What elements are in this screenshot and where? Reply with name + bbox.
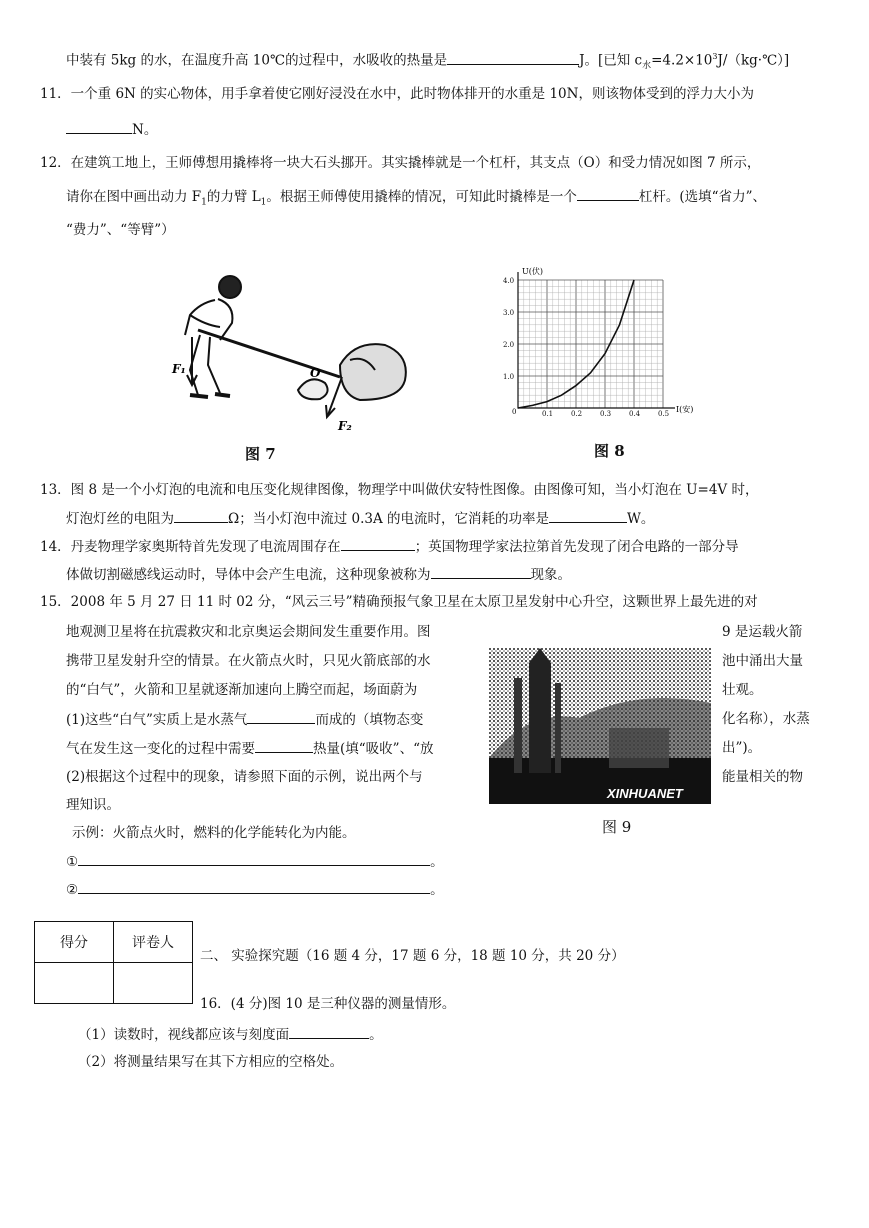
q15-answer-2: ② 。 bbox=[66, 879, 444, 900]
label-f1: F₁ bbox=[172, 362, 186, 376]
question-12-line2: 请你在图中画出动力 $F_1$的力臂 $L_1$。根据王师傅使用撬棒的情况，可知此时撬棒是一个 杠杆。(选填“省力”、 bbox=[66, 186, 766, 213]
q15-line-b-right: 9 是运载火箭 bbox=[722, 624, 803, 640]
answer-blank[interactable] bbox=[174, 508, 228, 523]
y-tick-label: 1.0 bbox=[503, 373, 515, 381]
x-tick-label: 0.1 bbox=[542, 410, 554, 418]
q15-answer-1: ① 。 bbox=[66, 851, 444, 872]
label-f2: F₂ bbox=[338, 419, 352, 433]
figure-7-crowbar bbox=[160, 265, 420, 440]
grader-cell[interactable] bbox=[114, 963, 193, 1004]
answer-blank[interactable] bbox=[66, 119, 132, 134]
question-10-tail: 中装有 5kg 的水，在温度升高 10℃的过程中，水吸收的热量是 J。[已知 $c_水=4.2\times 10^3J/(kg\cdot℃)$] bbox=[66, 47, 789, 76]
question-16: 16．(4 分)图 10 是三种仪器的测量情形。 bbox=[200, 996, 456, 1012]
y-axis-label: U(伏) bbox=[522, 267, 543, 276]
question-15: 15．2008 年 5 月 27 日 11 时 02 分，“风云三号”精确预报气象卫星在太原卫星发射中心升空，这颗世界上最先进的对 bbox=[40, 594, 758, 610]
label-o: O bbox=[310, 366, 321, 380]
question-12: 12．在建筑工地上，王师傅想用撬棒将一块大石头挪开。其实撬棒就是一个杠杆，其支点（O）和受力情况如图 7 所示， bbox=[40, 155, 761, 171]
y-tick-label: 4.0 bbox=[503, 277, 515, 285]
q15-example: 示例：火箭点火时，燃料的化学能转化为内能。 bbox=[72, 825, 356, 841]
q15-line-d-left: 的“白气”，火箭和卫星就逐渐加速向上腾空而起，场面蔚为 bbox=[66, 682, 418, 698]
figure-9-rocket-photo bbox=[489, 648, 711, 804]
score-table bbox=[34, 921, 193, 1004]
question-14-line2: 体做切割磁感线运动时，导体中会产生电流，这种现象被称为 现象。 bbox=[66, 564, 571, 585]
x-tick-label: 0.5 bbox=[658, 410, 670, 418]
figure-8-iv-chart bbox=[500, 262, 720, 427]
x-tick-label: 0.4 bbox=[629, 410, 641, 418]
q15-line-d-right: 壮观。 bbox=[722, 682, 763, 698]
q15-line-f-left: 气在发生这一变化的过程中需要 热量(填“吸收”、“放 bbox=[66, 738, 433, 759]
question-14: 14．丹麦物理学家奥斯特首先发现了电流周围存在 ；英国物理学家法拉第首先发现了闭合电路的一部分导 bbox=[40, 536, 739, 557]
answer-blank[interactable] bbox=[549, 508, 627, 523]
y-tick-label: 3.0 bbox=[503, 309, 515, 317]
score-header: 得分 bbox=[35, 922, 114, 963]
section-2-title: 二、 实验探究题（16 题 4 分，17 题 6 分，18 题 10 分，共 20 分） bbox=[200, 948, 625, 964]
x-tick-label: 0.3 bbox=[600, 410, 612, 418]
answer-blank[interactable] bbox=[341, 536, 415, 551]
question-12-line3: “费力”、“等臂”） bbox=[66, 222, 175, 238]
answer-blank[interactable] bbox=[577, 186, 639, 201]
answer-blank[interactable] bbox=[447, 50, 579, 65]
y-tick-label: 2.0 bbox=[503, 341, 515, 349]
answer-blank[interactable] bbox=[255, 738, 313, 753]
grader-header: 评卷人 bbox=[114, 922, 193, 963]
q15-line-f-right: 出”)。 bbox=[722, 740, 762, 756]
q15-line-h: 理知识。 bbox=[66, 797, 120, 813]
answer-blank[interactable] bbox=[247, 709, 315, 724]
question-11: 11．一个重 6N 的实心物体，用手拿着使它刚好浸没在水中，此时物体排开的水重是 10N，则该物体受到的浮力大小为 bbox=[40, 86, 754, 102]
question-16-part2: （2）将测量结果写在其下方相应的空格处。 bbox=[78, 1054, 344, 1070]
q15-line-b-left: 地观测卫星将在抗震救灾和北京奥运会期间发生重要作用。图 bbox=[66, 624, 431, 640]
answer-blank[interactable] bbox=[289, 1024, 369, 1039]
q15-line-c-left: 携带卫星发射升空的情景。在火箭点火时，只见火箭底部的水 bbox=[66, 653, 431, 669]
question-16-part1: （1）读数时，视线都应该与刻度面 。 bbox=[78, 1024, 383, 1045]
answer-blank[interactable] bbox=[78, 851, 430, 866]
question-13-line2: 灯泡灯丝的电阻为 Ω；当小灯泡中流过 0.3A 的电流时，它消耗的功率是 W。 bbox=[66, 508, 654, 529]
answer-blank[interactable] bbox=[431, 564, 531, 579]
origin-label: 0 bbox=[512, 408, 517, 416]
figure-9-caption: 图 9 bbox=[602, 818, 632, 836]
figure-8-caption: 图 8 bbox=[594, 442, 625, 460]
xinhuanet-watermark: XINHUANET bbox=[607, 786, 683, 801]
q15-line-e-left: (1)这些“白气”实质上是水蒸气 而成的（填物态变 bbox=[66, 709, 423, 730]
score-cell[interactable] bbox=[35, 963, 114, 1004]
q15-line-g-right: 能量相关的物 bbox=[722, 769, 803, 785]
x-tick-label: 0.2 bbox=[571, 410, 583, 418]
x-axis-label: I(安) bbox=[676, 405, 694, 414]
question-11-answer: N。 bbox=[66, 119, 157, 140]
figure-7-caption: 图 7 bbox=[245, 445, 276, 463]
question-13: 13．图 8 是一个小灯泡的电流和电压变化规律图像，物理学中叫做伏安特性图像。由图像可知，当小灯泡在 U=4V 时， bbox=[40, 482, 759, 498]
answer-blank[interactable] bbox=[78, 879, 430, 894]
q15-line-c-right: 池中涌出大量 bbox=[722, 653, 803, 669]
q15-line-g-left: (2)根据这个过程中的现象，请参照下面的示例，说出两个与 bbox=[66, 769, 423, 785]
q15-line-e-right: 化名称），水蒸 bbox=[722, 711, 810, 727]
